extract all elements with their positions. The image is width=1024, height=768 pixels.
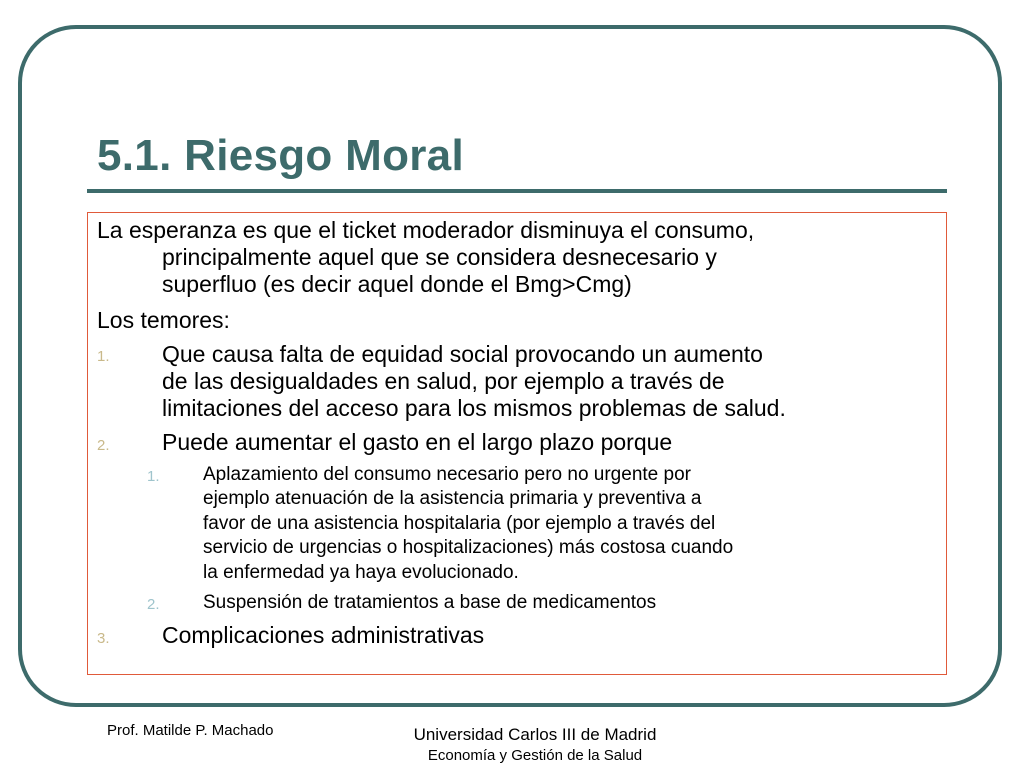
- sublist-number: 1.: [147, 468, 160, 485]
- list-item-2-line-1: Puede aumentar el gasto en el largo plazo porque: [162, 429, 673, 455]
- title-underline: [87, 189, 947, 193]
- list-item-3-line-1: Complicaciones administrativas: [162, 622, 485, 648]
- sublist-number: 2.: [147, 596, 160, 613]
- intro-line-2: principalmente aquel que se considera desnecesario y: [162, 244, 717, 270]
- slide-title: 5.1. Riesgo Moral: [97, 131, 464, 180]
- sublist-item-1-line-2: ejemplo atenuación de la asistencia primaria y preventiva a: [203, 488, 702, 509]
- list-item-1-line-1: Que causa falta de equidad social provocando un aumento: [162, 341, 763, 367]
- footer-institution: [380, 724, 690, 766]
- footer-author: Prof. Matilde P. Machado: [107, 722, 274, 739]
- list-item-1-line-2: de las desigualdades en salud, por ejemplo a través de: [162, 368, 725, 394]
- sublist-item-1-line-3: favor de una asistencia hospitalaria (por ejemplo a través del: [203, 513, 716, 534]
- list-number: 1.: [97, 348, 110, 365]
- list-number: 3.: [97, 630, 110, 647]
- footer-course: Economía y Gestión de la Salud: [427, 747, 643, 764]
- footer-university: Universidad Carlos III de Madrid: [413, 725, 657, 744]
- sublist-item-1-line-1: Aplazamiento del consumo necesario pero no urgente por: [203, 464, 691, 485]
- sublist-item-2-line-1: Suspensión de tratamientos a base de medicamentos: [203, 592, 657, 613]
- temores-label: Los temores:: [97, 307, 230, 333]
- list-number: 2.: [97, 437, 110, 454]
- sublist-item-1-line-4: servicio de urgencias o hospitalizaciones) más costosa cuando: [203, 537, 734, 558]
- list-item-1-line-3: limitaciones del acceso para los mismos problemas de salud.: [162, 395, 786, 421]
- intro-line-1: La esperanza es que el ticket moderador disminuya el consumo,: [97, 217, 755, 243]
- intro-line-3: superfluo (es decir aquel donde el Bmg>Cmg): [162, 271, 632, 297]
- sublist-item-1-line-5: la enfermedad ya haya evolucionado.: [203, 562, 519, 583]
